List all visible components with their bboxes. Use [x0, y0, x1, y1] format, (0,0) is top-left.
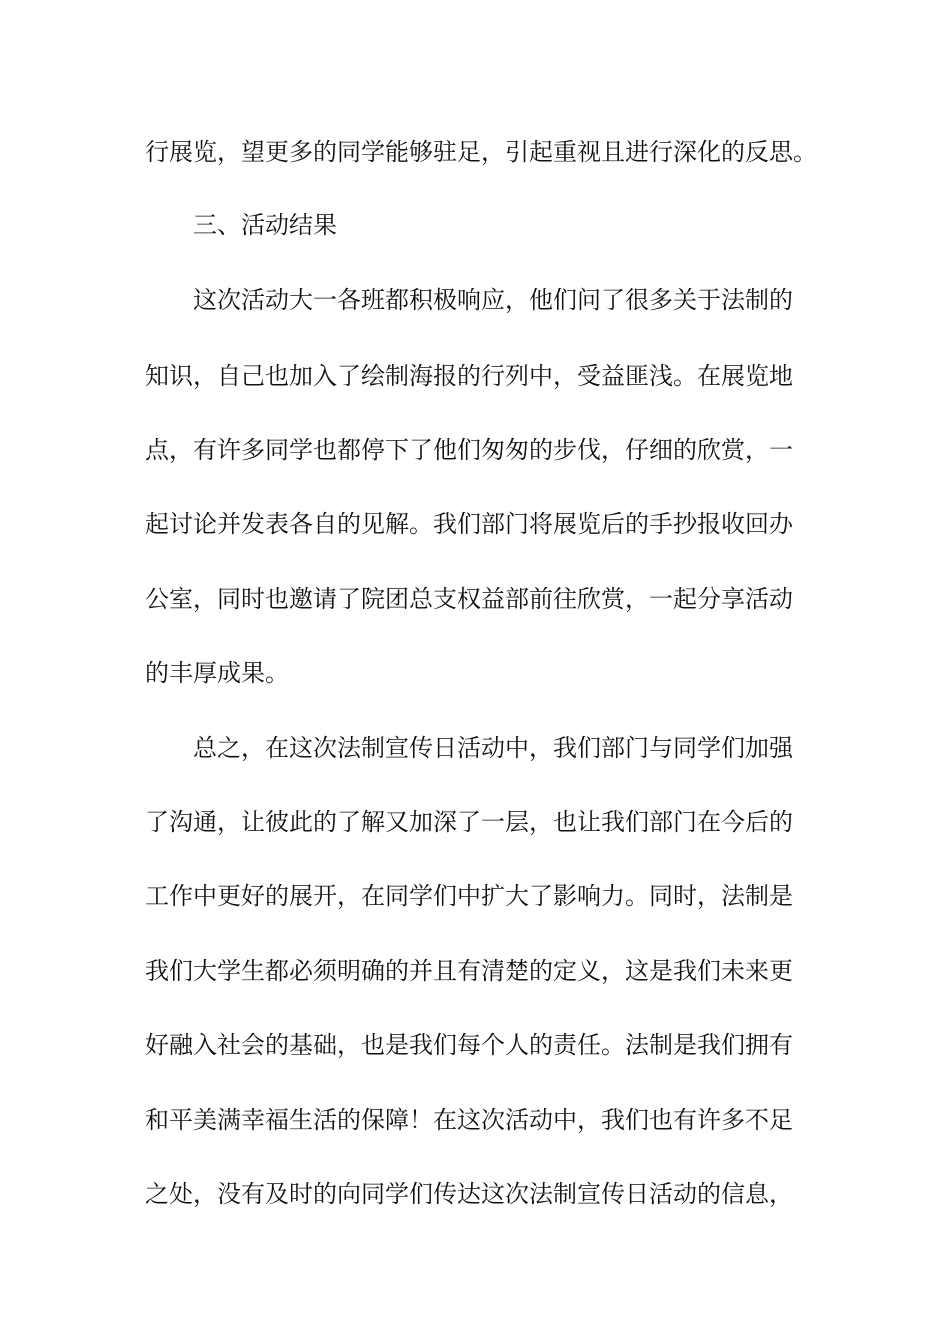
text-line: 的丰厚成果。: [145, 659, 289, 687]
text-line: 总之，在这次法制宣传日活动中，我们部门与同学们加强: [193, 734, 793, 762]
text-line: 好融入社会的基础，也是我们每个人的责任。法制是我们拥有: [145, 1031, 793, 1059]
text-line: 工作中更好的展开，在同学们中扩大了影响力。同时，法制是: [145, 882, 793, 910]
text-line: 之处，没有及时的向同学们传达这次法制宣传日活动的信息，: [145, 1180, 793, 1208]
text-line: 公室，同时也邀请了院团总支权益部前往欣赏，一起分享活动: [145, 585, 793, 613]
text-line: 和平美满幸福生活的保障！在这次活动中，我们也有许多不足: [145, 1106, 793, 1134]
text-line: 点，有许多同学也都停下了他们匆匆的步伐，仔细的欣赏，一: [145, 436, 793, 464]
text-line: 起讨论并发表各自的见解。我们部门将展览后的手抄报收回办: [145, 510, 793, 538]
text-line: 知识，自己也加入了绘制海报的行列中，受益匪浅。在展览地: [145, 362, 793, 390]
text-line: 我们大学生都必须明确的并且有清楚的定义，这是我们未来更: [145, 957, 793, 985]
text-line: 这次活动大一各班都积极响应，他们问了很多关于法制的: [193, 286, 793, 314]
text-line: 行展览，望更多的同学能够驻足，引起重视且进行深化的反思。: [145, 138, 817, 166]
section-heading: 三、活动结果: [193, 211, 337, 239]
text-line: 了沟通，让彼此的了解又加深了一层，也让我们部门在今后的: [145, 808, 793, 836]
